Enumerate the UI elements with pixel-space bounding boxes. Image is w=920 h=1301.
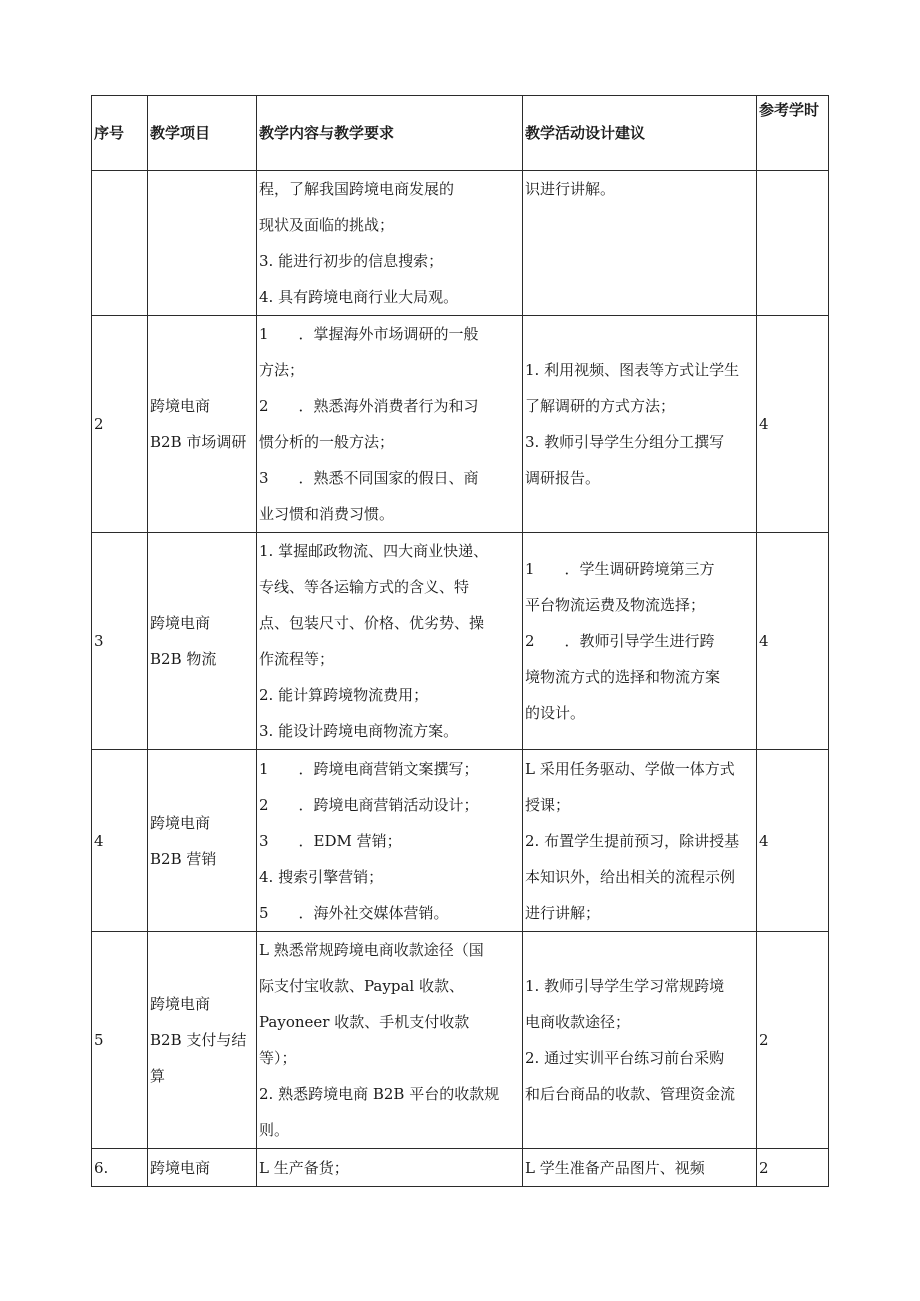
content-line: 3 ．EDM 营销； xyxy=(259,831,402,850)
table-row xyxy=(92,171,829,316)
cell-item xyxy=(148,932,257,1149)
content-line: 业习惯和消费习惯。 xyxy=(259,505,395,523)
content-line: Payoneer 收款、手机支付收款 xyxy=(259,1013,470,1031)
activity-line: 2. 布置学生提前预习，除讲授基 xyxy=(525,831,740,850)
cell-item xyxy=(148,316,257,533)
header-no: 序号 xyxy=(92,96,148,171)
activity-line: 授课； xyxy=(525,795,571,814)
content-line: L 生产备货； xyxy=(259,1158,349,1177)
item-line: 跨境电商 xyxy=(150,614,211,632)
item-line: B2B 市场调研 xyxy=(150,433,247,451)
content-line: 际支付宝收款、Paypal 收款、 xyxy=(259,977,464,995)
activity-line: L 采用任务驱动、学做一体方式 xyxy=(525,759,735,778)
content-line: 等）； xyxy=(259,1049,297,1067)
content-line: 则。 xyxy=(259,1121,290,1139)
cell-content xyxy=(257,750,523,932)
activity-line: 的设计。 xyxy=(525,704,586,722)
content-line: 方法； xyxy=(259,361,305,379)
cell-activity xyxy=(523,533,757,750)
activity-line: 境物流方式的选择和物流方案 xyxy=(525,668,721,686)
cell-no: 2 xyxy=(92,316,148,533)
content-line: 点、包装尺寸、价格、优劣势、操 xyxy=(259,614,485,632)
content-line: 2. 熟悉跨境电商 B2B 平台的收款规 xyxy=(259,1085,500,1103)
activity-line: 进行讲解； xyxy=(525,903,601,922)
activity-line: 本知识外，给出相关的流程示例 xyxy=(525,867,736,886)
content-line: 3. 能设计跨境电商物流方案。 xyxy=(259,722,459,740)
content-line: 程，了解我国跨境电商发展的 xyxy=(259,180,455,198)
content-line: 1 ．跨境电商营销文案撰写； xyxy=(259,759,479,778)
item-line: 跨境电商 xyxy=(150,397,211,415)
table-header-row xyxy=(92,96,829,171)
cell-hours: 4 xyxy=(757,750,829,932)
cell-activity xyxy=(523,750,757,932)
course-table xyxy=(91,95,829,1187)
content-line: 惯分析的一般方法； xyxy=(259,433,395,451)
table-row xyxy=(92,316,829,533)
cell-activity xyxy=(523,316,757,533)
table-row xyxy=(92,932,829,1149)
cell-item xyxy=(148,750,257,932)
content-line: 1. 掌握邮政物流、四大商业快递、 xyxy=(259,542,489,560)
content-line: 4. 搜索引擎营销； xyxy=(259,867,384,886)
item-line: B2B 支付与结 xyxy=(150,1031,247,1049)
cell-item xyxy=(148,533,257,750)
cell-no: 5 xyxy=(92,932,148,1149)
cell-no: 3 xyxy=(92,533,148,750)
cell-content xyxy=(257,932,523,1149)
content-line: 3 ．熟悉不同国家的假日、商 xyxy=(259,469,479,487)
cell-hours: 4 xyxy=(757,316,829,533)
activity-line: 2 ．教师引导学生进行跨 xyxy=(525,632,715,650)
content-line: L 熟悉常规跨境电商收款途径（国 xyxy=(259,941,484,959)
activity-line: 1 ．学生调研跨境第三方 xyxy=(525,560,715,578)
activity-line: 调研报告。 xyxy=(525,469,601,487)
header-item: 教学项目 xyxy=(148,96,257,171)
content-line: 作流程等； xyxy=(259,650,335,668)
cell-content xyxy=(257,316,523,533)
activity-line: 识进行讲解。 xyxy=(525,180,616,198)
content-line: 专线、等各运输方式的含义、特 xyxy=(259,578,470,596)
activity-line: 2. 通过实训平台练习前台采购 xyxy=(525,1049,725,1067)
activity-line: 1. 教师引导学生学习常规跨境 xyxy=(525,977,725,995)
content-line: 5 ．海外社交媒体营销。 xyxy=(259,903,449,922)
cell-hours xyxy=(757,171,829,316)
cell-activity xyxy=(523,932,757,1149)
item-line: 跨境电商 xyxy=(150,995,211,1013)
header-activity: 教学活动设计建议 xyxy=(523,96,757,171)
content-line: 2 ．熟悉海外消费者行为和习 xyxy=(259,397,479,415)
cell-content xyxy=(257,171,523,316)
cell-activity xyxy=(523,171,757,316)
activity-line: L 学生准备产品图片、视频 xyxy=(525,1158,705,1177)
cell-no xyxy=(92,171,148,316)
activity-line: 3. 教师引导学生分组分工撰写 xyxy=(525,433,725,451)
cell-activity xyxy=(523,1149,757,1187)
content-line: 1 ．掌握海外市场调研的一般 xyxy=(259,325,479,343)
item-line: B2B 营销 xyxy=(150,849,217,868)
table-row xyxy=(92,750,829,932)
content-line: 2 ．跨境电商营销活动设计； xyxy=(259,795,479,814)
content-line: 2. 能计算跨境物流费用； xyxy=(259,686,429,704)
activity-line: 1. 利用视频、图表等方式让学生 xyxy=(525,361,740,379)
cell-content xyxy=(257,533,523,750)
cell-no: 4 xyxy=(92,750,148,932)
activity-line: 平台物流运费及物流选择； xyxy=(525,596,706,614)
content-line: 3. 能进行初步的信息搜索； xyxy=(259,252,444,270)
content-line: 4. 具有跨境电商行业大局观。 xyxy=(259,288,459,306)
cell-hours: 4 xyxy=(757,533,829,750)
item-line: B2B 物流 xyxy=(150,650,217,668)
activity-line: 电商收款途径； xyxy=(525,1013,631,1031)
table-row xyxy=(92,1149,829,1187)
cell-hours: 2 xyxy=(757,1149,829,1187)
content-line: 现状及面临的挑战； xyxy=(259,216,395,234)
activity-line: 和后台商品的收款、管理资金流 xyxy=(525,1085,736,1103)
item-line: 跨境电商 xyxy=(150,813,211,832)
activity-line: 了解调研的方式方法； xyxy=(525,397,676,415)
item-line: 跨境电商 xyxy=(150,1158,211,1177)
header-content: 教学内容与教学要求 xyxy=(257,96,523,171)
header-hours: 参考学时 xyxy=(757,96,829,171)
cell-item xyxy=(148,171,257,316)
cell-hours: 2 xyxy=(757,932,829,1149)
cell-content xyxy=(257,1149,523,1187)
cell-item xyxy=(148,1149,257,1187)
item-line: 算 xyxy=(150,1067,166,1085)
table-row xyxy=(92,533,829,750)
cell-no: 6. xyxy=(92,1149,148,1187)
